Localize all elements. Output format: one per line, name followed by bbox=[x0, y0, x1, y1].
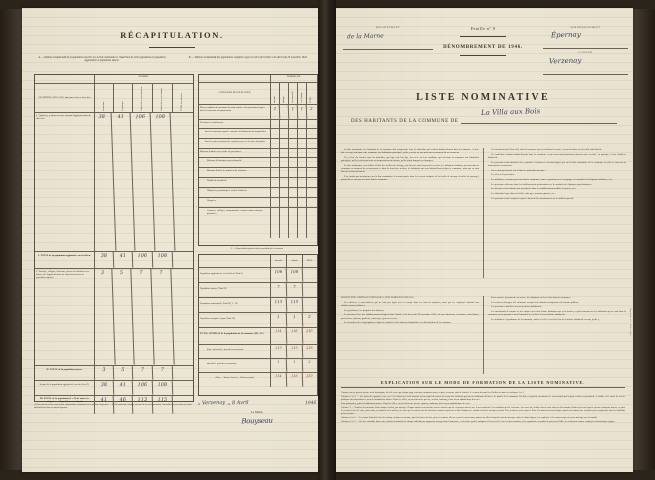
instr-l-1: Il y a lieu d'y inscrire tous les individus, quel que soit leur âge, leur sexe ou leur condition, qui ont dans la commune une habitation principale, qu'ils y soient présents ou temporairement absents, qu'ils soient français ou étrangers. bbox=[341, 155, 479, 163]
book-left-edge bbox=[0, 0, 24, 480]
liste-nominative-title: LISTE NOMINATIVE bbox=[416, 92, 550, 103]
table-b-row-6-label: Maisons d'arrêt, de justice et de réclusion bbox=[199, 168, 271, 177]
col-r-4: Les militaires et gendarmes de la commune, même si celle-ci est leur lieu de résidence habituelle ou non, qu'ils y. bbox=[491, 318, 600, 322]
table-a-row-header: QUARTIERS, VILLAGES, hameaux écarts et lieux dits bbox=[35, 84, 95, 112]
table-c-row-1-v0: 7 bbox=[271, 283, 287, 298]
table-b-group-header: NOMBRE DE bbox=[286, 76, 301, 78]
signature-date-prefix: , le bbox=[227, 403, 231, 406]
table-a-group-header: NOMBRE bbox=[138, 76, 149, 78]
instr-r-6: Les personnes détenues dans les établissements pénitentiaires et les malades des hôpitaux psychiatriques; bbox=[491, 182, 592, 186]
table-c-row-3-v2: 2 bbox=[308, 313, 311, 320]
title-rule bbox=[149, 47, 195, 48]
expl-p-2: Pour principales, puis les habitations éparses. Dans les villes, on procédera rue par rue, quartier, faubourg, d'une façon alphabétique des rues. bbox=[341, 403, 471, 405]
instr-r-2: Les personnes sans domicile fixe, nomades et forains ne devront figurer que sur la liste nominative de la commune où elles se trouvent au moment du recensement. bbox=[488, 160, 626, 167]
table-c-row-6-label: absents le jour du recensement bbox=[199, 359, 271, 372]
instr-l-0: La liste nominative des habitants de la commune doit comprendre tous les individus qui résident habituellement dans la commune, c'est-à-dire ceux qui ont dans cette commune leur habitation principale, qu'ils y soient ou non présents au moment du recensement. bbox=[341, 148, 479, 155]
table-c-row-4-label: TOTAL GÉNÉRAL de la population de la commune (III + IV) bbox=[199, 328, 271, 344]
table-a-row-3-v0: 3 bbox=[95, 366, 114, 381]
col-r-2: Les personnes attachées aux professions ambulantes; bbox=[491, 305, 542, 309]
table-c-col-1: féminin bbox=[287, 255, 303, 267]
table-c-row-7-v2: 230 bbox=[306, 373, 313, 379]
table-a-row-1-label: I. TOTAL de la population agglomérée au chef-lieu. bbox=[35, 252, 95, 268]
table-c-row-7-v0: 114 bbox=[271, 373, 287, 388]
table-a-row-0-v3: 108 bbox=[151, 113, 176, 252]
table-a-population bbox=[34, 74, 194, 402]
table-c-row-0-v2 bbox=[303, 268, 316, 282]
table-c-row-1-v1: 7 bbox=[287, 283, 303, 298]
table-a-col-3: d'individus de sexe féminin bbox=[161, 88, 164, 111]
table-a-col-1: de ménages bbox=[121, 101, 124, 111]
col-l-3: Le personnel fixe des établissements désignés dans l'article 2 du décret du 29 novembre 1945, tels que directeurs, économes, surveillants, professeurs, adjoints, gardiens, concierges, gens de service; bbox=[341, 313, 479, 320]
table-b-row-header: CATÉGORIES DE POPULATION bbox=[199, 83, 271, 104]
table-a-row-0-label: 1° Quartiers, sections ou rues formant l'agglomération du chef-lieu. bbox=[35, 113, 95, 251]
instr-r-3: On ne doit pas inscrire sur la liste les individus suivants : bbox=[491, 168, 546, 172]
col-r-0: d'une manière permanente au service des hôpitaux ou des écoles dans la commune; bbox=[491, 296, 571, 299]
table-c-row-4-v0: 114 bbox=[271, 328, 288, 345]
table-c-row-1-v2 bbox=[303, 283, 316, 297]
signature-role: Le Maire, bbox=[251, 410, 263, 414]
expl-p-5: Colonnes 6 et 7. — On fera connaître dans cette colonne la situation de chaque individu par rapport au ménage dont il fait partie, c'est-à-dire quelles indiquent s'il est ou s'il le chef ou des membres, s'il y appartient en qualité de parent ou d'allié, ou seulement comme employé ou domestique à gages. bbox=[341, 421, 615, 423]
col-l-1: Les officiers et sous-officiers qui ne sont pas logés avec la troupe dans les forts ou quartiers, ainsi que les employés attachés aux établissements militaires; bbox=[341, 300, 479, 307]
canton-value: Verzenay bbox=[548, 56, 582, 66]
signature-block bbox=[198, 400, 316, 452]
instr-r-0: Ces mentions dans l'état civil, dans la commune qui sera d'abord recensée, seront inscrites sur la feuille individuelle. bbox=[491, 148, 603, 151]
table-c-title: C. — Récapitulation générale de la population de la commune. bbox=[230, 248, 284, 250]
table-b-row-7-label: Dépôts de mendicité bbox=[199, 178, 271, 187]
table-c-row-3-label: Population comptée à part (Total IV) bbox=[199, 313, 271, 327]
table-b-row-5-label: Maisons d'éducation correctionnelle bbox=[199, 158, 271, 167]
left-page bbox=[22, 8, 322, 472]
intro-paragraph-a: A. — Tableau récapitulatif de la population inscrite sur la liste nominative et répartition de cette population en population agglomérée et population éparse. bbox=[38, 56, 166, 63]
instructions-column-left bbox=[341, 148, 479, 183]
table-c-row-0-v1: 108 bbox=[287, 268, 303, 283]
table-a-row-2-v2: 7 bbox=[131, 269, 154, 366]
table-b-categories bbox=[198, 74, 318, 246]
department-label: DÉPARTEMENT bbox=[375, 26, 401, 29]
table-a-row-0-v4 bbox=[171, 113, 195, 252]
table-b-col-2: sexe masculin bbox=[291, 91, 294, 103]
table-a-row-5-v3: 115 bbox=[153, 396, 174, 415]
table-a-row-1-v1: 41 bbox=[114, 252, 134, 269]
table-b-row-0-v0: 2 bbox=[271, 105, 280, 119]
explication-body bbox=[341, 392, 625, 424]
liste-nominative-subtitle: DES HABITANTS DE LA COMMUNE DE bbox=[351, 119, 459, 124]
department-field bbox=[343, 26, 433, 50]
table-c-row-1-label: Population éparse (Total II) bbox=[199, 283, 271, 297]
mayor-signature: Bouyseau bbox=[241, 416, 273, 426]
table-a-row-2-v3: 7 bbox=[151, 269, 174, 366]
instr-l-3: Il ne faudra pas mentionner sur la liste nominative les noms portés dans les renvois indiqués de la feuille de ménage (feuilles de passage), puisqu'ils ne sont pas recensés dans la commune. bbox=[341, 174, 479, 182]
table-b-row-8-label: Hôpitaux psychiatriques (asiles d'aliénés) bbox=[199, 188, 271, 197]
col-r-3: Les marchands de troupes et des cirques qui n'ont d'autre habitation que leur bateau, et précisément tous les individus qui ne sont dans la commune qu'en passant et sans l'intention de s'y fixer à leur résidence habituelle; bbox=[488, 310, 626, 317]
table-a-row-1-v2: 106 bbox=[133, 252, 154, 269]
sheet-number-block bbox=[428, 26, 538, 59]
table-a-row-1-v3: 108 bbox=[153, 252, 174, 269]
table-b-row-0-v4: 2 bbox=[310, 105, 313, 112]
recapitulation-title: RÉCAPITULATION. bbox=[120, 30, 224, 40]
table-c-row-5-v1: 115 bbox=[287, 345, 303, 359]
instr-r-8: Les individus logés dans les hôtels, auberges, maisons garnies, etc.; bbox=[491, 192, 556, 196]
commune-name-value: La Villa aux Bois bbox=[481, 107, 541, 117]
instr-r-4: Les élèves des pensions : bbox=[491, 173, 516, 177]
table-c-row-2-label: Population municipale (Total III, I + II) bbox=[199, 298, 271, 312]
expl-p-0: Chaque nom ne portera qu'une seule inscription, de telle sorte que chaque page renferme cinquante noms, ni plus, ni moins, sauf la dernière. Les noms devront être libellés net dans les colonnes 1 et 2. bbox=[341, 392, 525, 394]
table-a-col-0: de maisons bbox=[102, 101, 105, 111]
explication-section bbox=[341, 380, 625, 425]
signature-place-prefix: À bbox=[198, 403, 200, 406]
table-a-row-1-v4 bbox=[173, 252, 193, 269]
table-c-row-4-v1: 116 bbox=[287, 328, 304, 345]
table-b-row-0-v3: 1 bbox=[298, 105, 307, 119]
table-c-row-3-v1: 1 bbox=[287, 313, 303, 328]
table-a-row-3-v4 bbox=[173, 366, 192, 381]
table-b-col-0: maisons bbox=[273, 96, 276, 103]
col-r-1: Les ouvriers étrangers à la commune occupés aux chantiers temporaires de travaux publics; bbox=[491, 300, 579, 304]
intro-paragraph-b: B. — Tableau récapitulatif des populations comptées à part en vertu de l'article 2 du décret du 29 novembre 1945. bbox=[188, 56, 308, 59]
expl-p-1: Colonnes 1 et 2. — Les noms des quartiers, rues, etc. Ces colonnes ne sont inscrites qu'en regard du renvoi des noms des individus qui sont les habitants du lieu et les parties de la commune. On doit, en général, mentionner le recensement par la porte croisée en principale, le chiffre en le terme de la voie publique sans dépendances, mais les habitations mêmes. Dans les villes, on procédera rue par rue, section, faubourg, d'une façon alphabétique des rues. bbox=[341, 396, 625, 401]
table-a-row-2-v4 bbox=[171, 269, 193, 366]
columns-note-right bbox=[488, 296, 626, 323]
table-c-row-7-v1: 116 bbox=[287, 373, 303, 388]
table-a-row-4-v2: 106 bbox=[133, 381, 153, 396]
instr-r-9: Ces personnes sont comptées à part et doivent être mentionnées sur un tableau spécial. bbox=[491, 196, 574, 200]
table-a-footnote: (1) Une maison est une construction indépendante comprenant un ou plusieurs logements. — (2) On entend par ménage, au point de vue du recensement, l'ensemble des personnes qui vivent habituellement dans un même logement. bbox=[34, 404, 192, 409]
right-page bbox=[333, 8, 633, 472]
table-a-row-4-v0: 38 bbox=[95, 381, 114, 396]
instr-r-1: Les individus résidant habituellement dans la commune et qui sont momentanément absents sont recensés, en principe, à leur résidence habituelle. bbox=[488, 152, 626, 159]
explication-heading: EXPLICATION SUR LE MODE DE FORMATION DE LA LISTE NOMINATIVE. bbox=[380, 380, 586, 385]
table-b-row-4-label: Maisons destinées au service de personnes : bbox=[199, 149, 271, 157]
table-b-row-0-label: Élèves, maîtres des pensions de toute nature et les personnes logées dans les maisons ou apartements. bbox=[199, 105, 271, 119]
table-b-row-10-label: Casernes, collèges, communautés et toutes autres maisons privatives bbox=[199, 208, 271, 238]
arrondissement-value: Épernay bbox=[550, 30, 581, 40]
signature-date: 8 Avril bbox=[232, 399, 249, 407]
department-value: de la Marne bbox=[346, 32, 384, 41]
table-c-row-6-v0: 1 bbox=[271, 359, 287, 373]
table-a-row-5-label: III. TOTAL de la population (I + II) de toutes les catégories — Population municipale. bbox=[35, 396, 95, 414]
sheet-number-label: Feuille n° 9 bbox=[470, 26, 496, 31]
table-a-row-0-v2: 106 bbox=[131, 113, 156, 252]
table-a-row-0-v1: 41 bbox=[112, 113, 136, 252]
table-c-row-6-v2: 2 bbox=[308, 359, 311, 365]
table-c-row-5-label: dont : présents le jour du recensement bbox=[199, 345, 271, 358]
table-c-row-3-v0: 1 bbox=[271, 313, 287, 328]
table-b-row-1-label: Personnes en traitement : bbox=[199, 120, 271, 128]
table-c-row-6-v1: 1 bbox=[287, 359, 303, 373]
table-a-row-4-label: Report de la population agglomérée au chef-lieu (I). bbox=[35, 381, 95, 395]
signature-place: Verzenay bbox=[201, 399, 226, 407]
printer-imprint: Imprimerie Nationale bbox=[629, 308, 631, 337]
table-a-row-2-v1: 5 bbox=[112, 269, 134, 366]
table-c-row-2-v1: 115 bbox=[287, 298, 303, 313]
table-a-row-2-v0: 3 bbox=[93, 269, 115, 366]
col-l-2: Les gendarmes, les préposés des douanes; bbox=[344, 308, 385, 312]
table-b-col-3: sexe féminin bbox=[300, 92, 303, 103]
book-right-edge bbox=[631, 0, 655, 480]
canton-label: CANTON bbox=[578, 51, 593, 55]
arrondissement-label: ARRONDISSEMENT bbox=[569, 26, 602, 29]
table-a-row-1-v0: 38 bbox=[95, 252, 115, 269]
table-a-row-5-v2: 113 bbox=[133, 396, 154, 415]
table-b-col-1: ménages bbox=[282, 95, 285, 103]
table-c-row-0-v0: 106 bbox=[271, 268, 287, 283]
col-l-0: Doivent être comptés et portés sur la liste nominative spéciale : bbox=[341, 296, 415, 299]
census-year-line: DÉNOMBREMENT DE 1946. bbox=[443, 45, 523, 50]
table-b-col-4: TOTAL bbox=[310, 96, 313, 103]
table-a-row-2-label: 2° Sections, villages, hameaux, fermes et habitations en dehors de l'agglomération du chef-lieu formant la population éparse. bbox=[35, 269, 95, 365]
table-b-row-2-label: dans les maisons ayant le caractère d'établissements hospitaliers bbox=[199, 129, 271, 138]
table-b-row-3-label: dans les autres maisons de convalescence et de cures thermales bbox=[199, 139, 271, 148]
col-l-4: Les membres des congrégations religieuses attachés à des maisons hospitalières ou d'instruction de la commune. bbox=[344, 321, 452, 325]
instructions-column-right bbox=[488, 148, 626, 201]
table-b-row-9-label: Hospices bbox=[199, 198, 271, 207]
table-a-row-4-v3: 108 bbox=[153, 381, 173, 396]
table-c-row-2-v0: 113 bbox=[271, 298, 287, 313]
table-c-row-5-v2: 228 bbox=[306, 345, 313, 351]
table-a-row-5-v1: 46 bbox=[114, 396, 134, 415]
table-c-general-recap bbox=[198, 254, 318, 396]
table-c-row-2-v2 bbox=[303, 298, 316, 312]
signature-year: 1946 bbox=[304, 400, 317, 407]
columns-note-left bbox=[341, 296, 479, 326]
table-a-row-3-v3: 7 bbox=[153, 366, 173, 381]
table-c-col-2: TOTAL bbox=[306, 259, 313, 262]
expl-p-4: Colonnes 4 et 5. — Les noms d'abord le chef de ménage, homme ou femme, puis la femme du chef, puis ses enfants, fils ou et puis les survivants, parents ou alliés lorsqu'ils sont du ménage; enfin, les domestiques, les employés et les ouvriers qui vivent au ménage avec la famille. bbox=[341, 417, 598, 419]
table-a-row-0-v0: 38 bbox=[93, 113, 117, 252]
table-c-row-5-v0: 113 bbox=[271, 345, 287, 359]
table-a-col-4: TOTAL des individus bbox=[181, 92, 184, 111]
table-c-col-0: masculin bbox=[271, 255, 287, 267]
table-a-row-3-label: II. TOTAL de la population éparse. bbox=[35, 366, 95, 380]
instr-r-5: Les militaires et marins présents dans la commune, mais en garnison ou en campagne, les malades des hôpitaux militaires, etc.; bbox=[491, 177, 613, 181]
table-b-row-0-v1 bbox=[280, 105, 289, 119]
table-c-row-0-label: Population agglomérée au chef-lieu (Total I) bbox=[199, 268, 271, 282]
table-c-row-7-label: (Nota. — Totaux à inscrire = Total municipal) bbox=[199, 373, 271, 387]
table-b-row-0-v2: 1 bbox=[289, 105, 298, 119]
table-a-col-2: d'individus de sexe masculin bbox=[141, 87, 144, 111]
arrondissement-block bbox=[543, 26, 628, 75]
table-a-row-5-v0: 41 bbox=[95, 396, 115, 415]
expl-p-3: Colonne 3. — Numéro des maisons. Dans chaque section, par ménage. Chaque maison sera inscrite sous le numéro qui lui est propre dans la rue; il sera numéroté à la condition qu'elle renferme. Ses cotes bis, chiffres bis de tous affectés d'un nombre d'ordre qui sera à part le premier mémoire interne, et pour le second et tiers de cette, mais enfin, un numéro de la maison, de sorte que le numéro des bis du dernier numéro porté sur la liste indiquera le nombre total des ménages inscrits. Une personne qui ne pas les lieux. On inscrira devant chaque numéro de maison une accolade pour comprendre tous les individus qu'on y trouve. bbox=[341, 407, 625, 415]
table-a-row-3-v2: 7 bbox=[133, 366, 153, 381]
table-c-row-4-v2: 230 bbox=[306, 328, 313, 334]
book-gutter bbox=[318, 0, 336, 480]
table-a-row-3-v1: 5 bbox=[114, 366, 133, 381]
table-a-row-4-v1: 41 bbox=[114, 381, 133, 396]
table-a-row-4-v4 bbox=[173, 381, 192, 396]
instr-r-7: Les détenus et les malades qui sont placés dans les établissements publics ou privés, etc.; bbox=[491, 187, 577, 191]
instr-l-2: La liste nominative sera établie à l'aide des feuilles de ménage, qui doivent, dans la première section, les habitants résidants, présents dans la commune au moment du recensement; et dans la deuxième section, les habitants qui sont habituellement dans la commune, mais qui en sont absents momentanément. bbox=[341, 163, 479, 174]
